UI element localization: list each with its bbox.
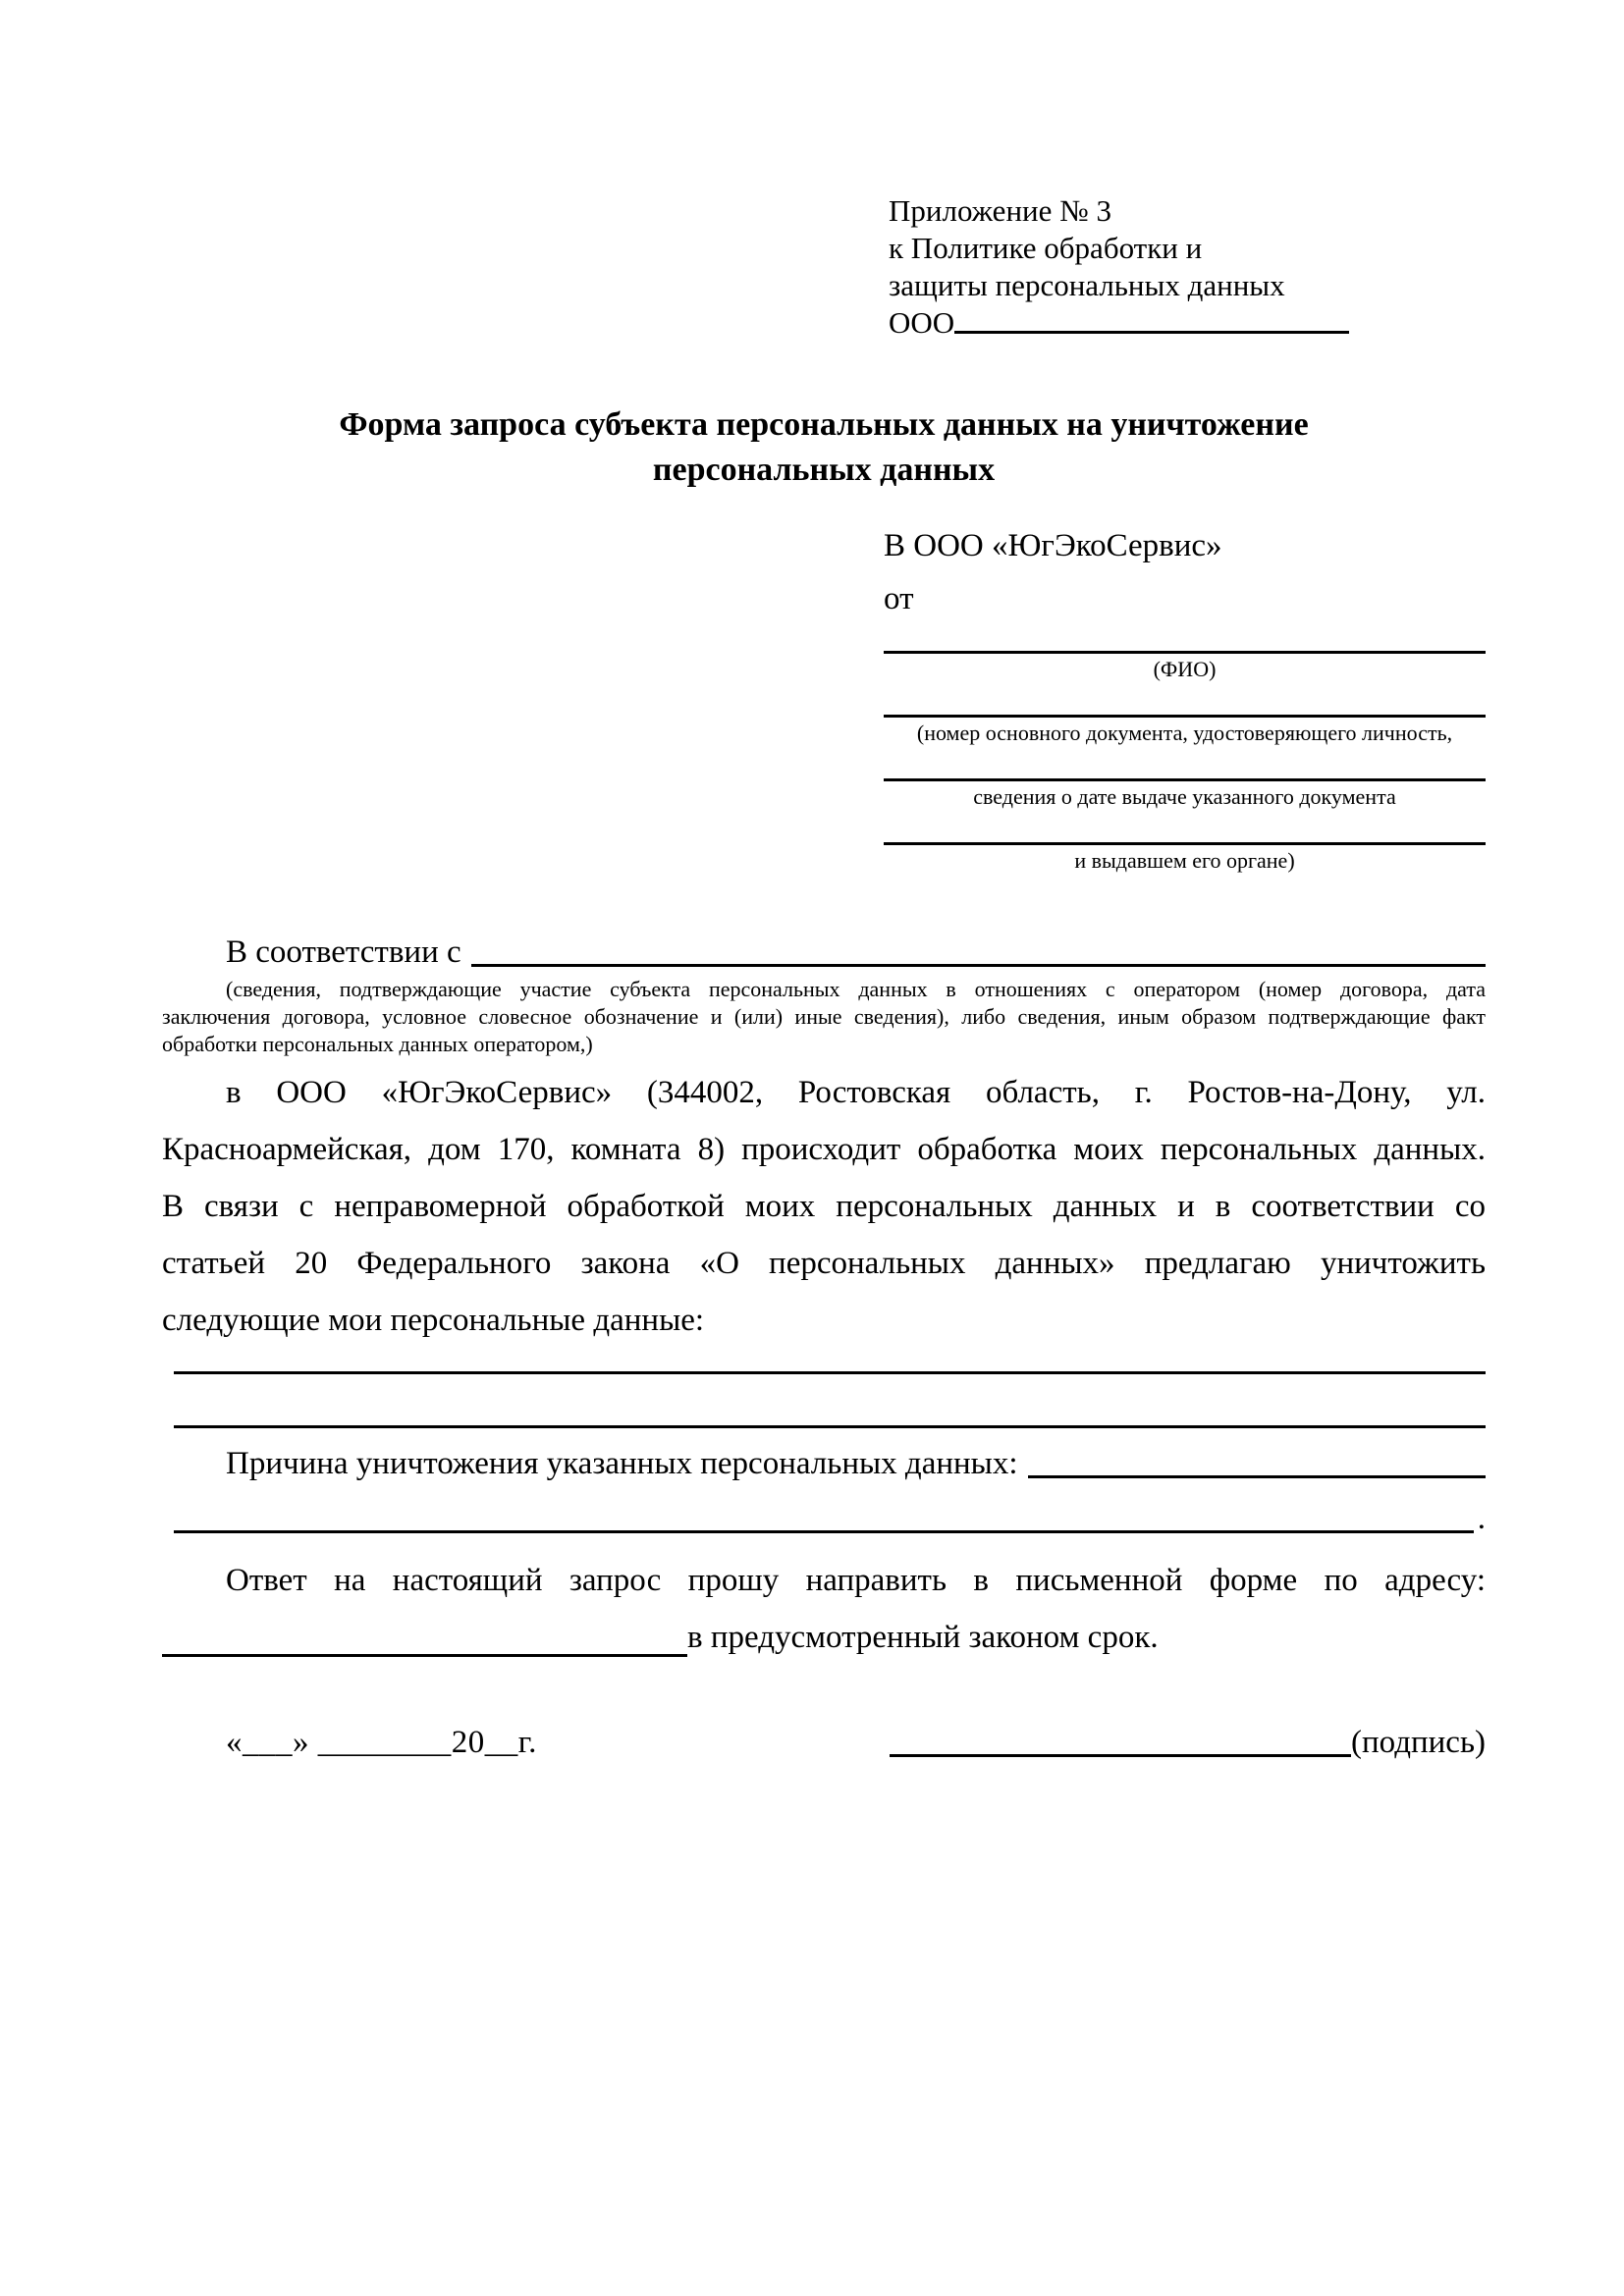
reason-continuation-blank-line [174, 1497, 1474, 1533]
document-number-blank-line [884, 694, 1486, 718]
date-field: «___» ________20__г. [226, 1725, 537, 1760]
response-address-blank-line [162, 1609, 687, 1657]
document-title [162, 402, 1486, 493]
issuing-authority-caption: и выдавшем его органе) [1074, 848, 1295, 873]
issuing-authority-field-group [884, 822, 1486, 874]
destruction-reason-blank-line [1028, 1442, 1486, 1478]
reason-continuation-row [162, 1497, 1486, 1540]
issue-date-caption: сведения о дате выдаче указанного документа [973, 784, 1396, 809]
body-paragraph [162, 1064, 1486, 1349]
body-line-4: статьей 20 Федерального закона «О персональных данных» предлагаю уничтожить [162, 1246, 1486, 1281]
addressee-block [884, 526, 1486, 874]
document-number-caption: (номер основного документа, удостоверяющего личность, [916, 721, 1453, 745]
title-line-1: Форма запроса субъекта персональных данных на уничтожение [339, 406, 1309, 443]
title-line-2: персональных данных [652, 452, 996, 488]
response-request-line: Ответ на настоящий запрос прошу направить в письменной форме по адресу: [226, 1563, 1486, 1598]
fine-print-line-2: заключения договора, условное словесное обозначение и (или) иные сведения), либо сведения, иным образом подтверждающие факт [162, 1004, 1486, 1029]
appendix-line-1: Приложение № 3 [889, 193, 1111, 228]
addressee-to: В ООО «ЮгЭкоСервис» [884, 528, 1222, 563]
issue-date-blank-line [884, 758, 1486, 781]
response-address-row [162, 1609, 1486, 1666]
fine-print-note [162, 976, 1486, 1058]
accordance-row [162, 931, 1486, 974]
footer-row [162, 1721, 1486, 1764]
issuing-authority-blank-line [884, 822, 1486, 845]
issue-date-field-group [884, 758, 1486, 810]
reason-terminator: . [1477, 1501, 1486, 1536]
fine-print-line-1: (сведения, подтверждающие участие субъекта персональных данных в отношениях с оператором (номер договора, дата [226, 977, 1486, 1001]
appendix-header [889, 192, 1486, 342]
org-prefix: ООО [889, 305, 955, 340]
accordance-blank-line [471, 931, 1486, 967]
org-name-blank-line [954, 304, 1349, 334]
destruction-reason-row [162, 1428, 1486, 1485]
personal-data-blank-lines [162, 1349, 1486, 1428]
appendix-line-2: к Политике обработки и [889, 231, 1203, 265]
response-deadline-text: в предусмотренный законом срок. [687, 1620, 1159, 1655]
body-line-1: в ООО «ЮгЭкоСервис» (344002, Ростовская область, г. Ростов-на-Дону, ул. [226, 1075, 1486, 1110]
fio-caption: (ФИО) [1153, 657, 1217, 681]
accordance-lead: В соответствии с [226, 934, 461, 970]
body-line-2: Красноармейская, дом 170, комната 8) происходит обработка моих персональных данных. [162, 1132, 1486, 1167]
fio-blank-line [884, 630, 1486, 654]
appendix-org-row [889, 304, 1486, 342]
personal-data-blank-line-2 [174, 1374, 1486, 1428]
signature-blank-line [890, 1721, 1351, 1757]
body-line-3: В связи с неправомерной обработкой моих персональных данных и в соответствии со [162, 1189, 1486, 1224]
addressee-from: от [884, 581, 914, 616]
personal-data-blank-line-1 [174, 1349, 1486, 1374]
fio-field-group [884, 630, 1486, 682]
signature-label: (подпись) [1351, 1725, 1486, 1760]
fine-print-line-3: обработки персональных данных оператором,) [162, 1032, 593, 1056]
destruction-reason-label: Причина уничтожения указанных персональных данных: [226, 1446, 1018, 1481]
signature-area [890, 1721, 1486, 1764]
body-line-5: следующие мои персональные данные: [162, 1303, 705, 1338]
document-number-field-group [884, 694, 1486, 746]
appendix-line-3: защиты персональных данных [889, 268, 1285, 302]
